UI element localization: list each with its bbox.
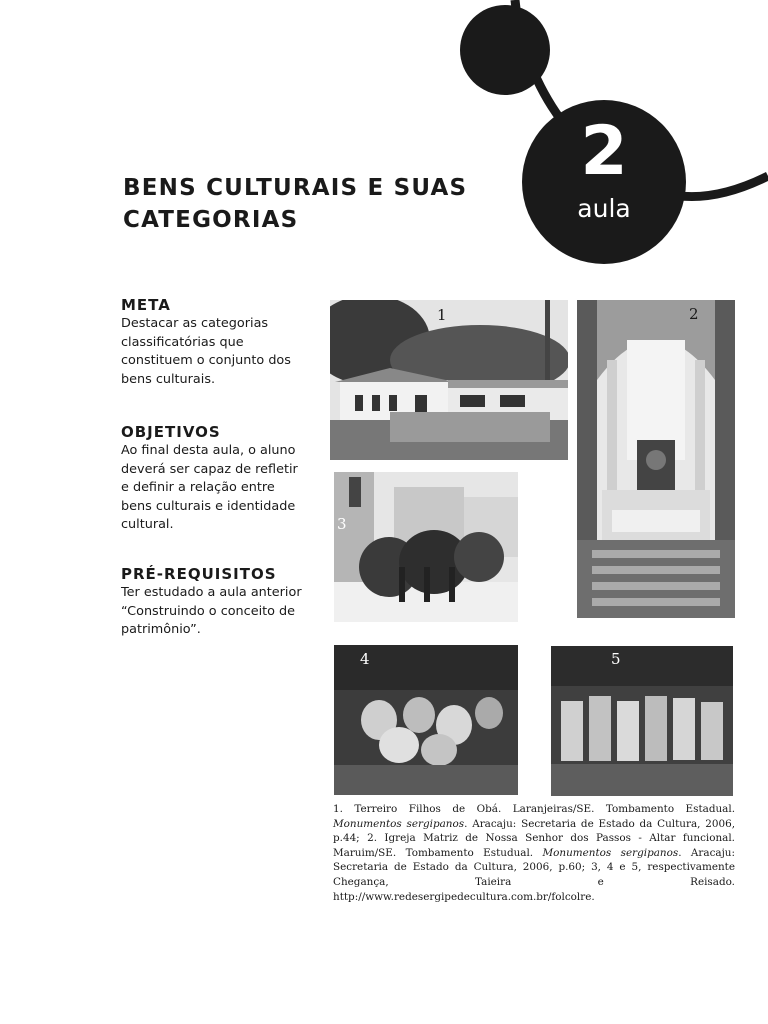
photo-label-2: 2: [689, 305, 699, 323]
photo-costumed-group: [551, 646, 733, 796]
photo-label-5: 5: [611, 650, 621, 668]
caption-italic-1: Monumentos sergipanos: [333, 817, 465, 830]
meta-section: [121, 296, 321, 389]
caption-part-1: 1. Terreiro Filhos de Obá. Laranjeiras/SE. Tombamento Estadual.: [333, 803, 735, 815]
objetivos-line: bens culturais e identidade: [121, 498, 296, 514]
caption-italic-2: Monumentos sergipanos: [542, 846, 679, 859]
objetivos-line: deverá ser capaz de refletir: [121, 461, 298, 477]
prerequisitos-line: patrimônio”.: [121, 622, 201, 638]
decorative-small-circle: [460, 5, 550, 95]
prerequisitos-line: “Construindo o conceito de: [121, 603, 296, 619]
objetivos-line: e definir a relação entre: [121, 480, 275, 496]
caption-part-3: . Aracaju: Secretaria de Estado da Cultura, 2006, p.60; 3, 4 e 5, respectivamente Chegança, Taieira e Reisado. http://www.redesergipedecultura.com.br/folcolre.: [333, 846, 735, 903]
meta-line: Destacar as categorias: [121, 316, 269, 331]
objetivos-text: [121, 442, 321, 535]
photo-altar: [577, 300, 735, 618]
photo-terreiro: [330, 300, 568, 460]
objetivos-heading: OBJETIVOS: [121, 423, 221, 441]
objetivos-line: Ao final desta aula, o aluno: [121, 443, 296, 458]
photo-procession: [334, 472, 518, 622]
meta-line: bens culturais.: [121, 371, 216, 387]
photo-label-3: 3: [337, 515, 347, 533]
prerequisitos-heading: PRÉ-REQUISITOS: [121, 565, 277, 583]
meta-line: classificatórias que: [121, 334, 244, 350]
lesson-word: aula: [577, 194, 631, 223]
objetivos-line: cultural.: [121, 517, 174, 533]
title-line-2: CATEGORIAS: [123, 207, 299, 233]
prerequisitos-text: [121, 584, 321, 640]
lesson-number: 2: [580, 112, 628, 191]
photo-caption: [333, 802, 735, 904]
objetivos-section: [121, 423, 321, 535]
prerequisitos-line: Ter estudado a aula anterior: [121, 585, 302, 600]
prerequisitos-section: [121, 565, 321, 640]
photo-label-4: 4: [360, 650, 370, 668]
meta-text: [121, 315, 321, 389]
photo-label-1: 1: [437, 306, 447, 324]
meta-line: constituem o conjunto dos: [121, 353, 291, 369]
caption-part-2: . Aracaju: Secretaria de Estado da Cultura, 2006, p.44; 2. Igreja Matriz de Nossa Senhor dos Passos - Altar funcional. Maruim/SE. Tombamento Estudual.: [333, 817, 736, 859]
page-title: [123, 172, 503, 236]
title-line-1: BENS CULTURAIS E SUAS: [123, 175, 468, 201]
meta-heading: META: [121, 296, 171, 314]
